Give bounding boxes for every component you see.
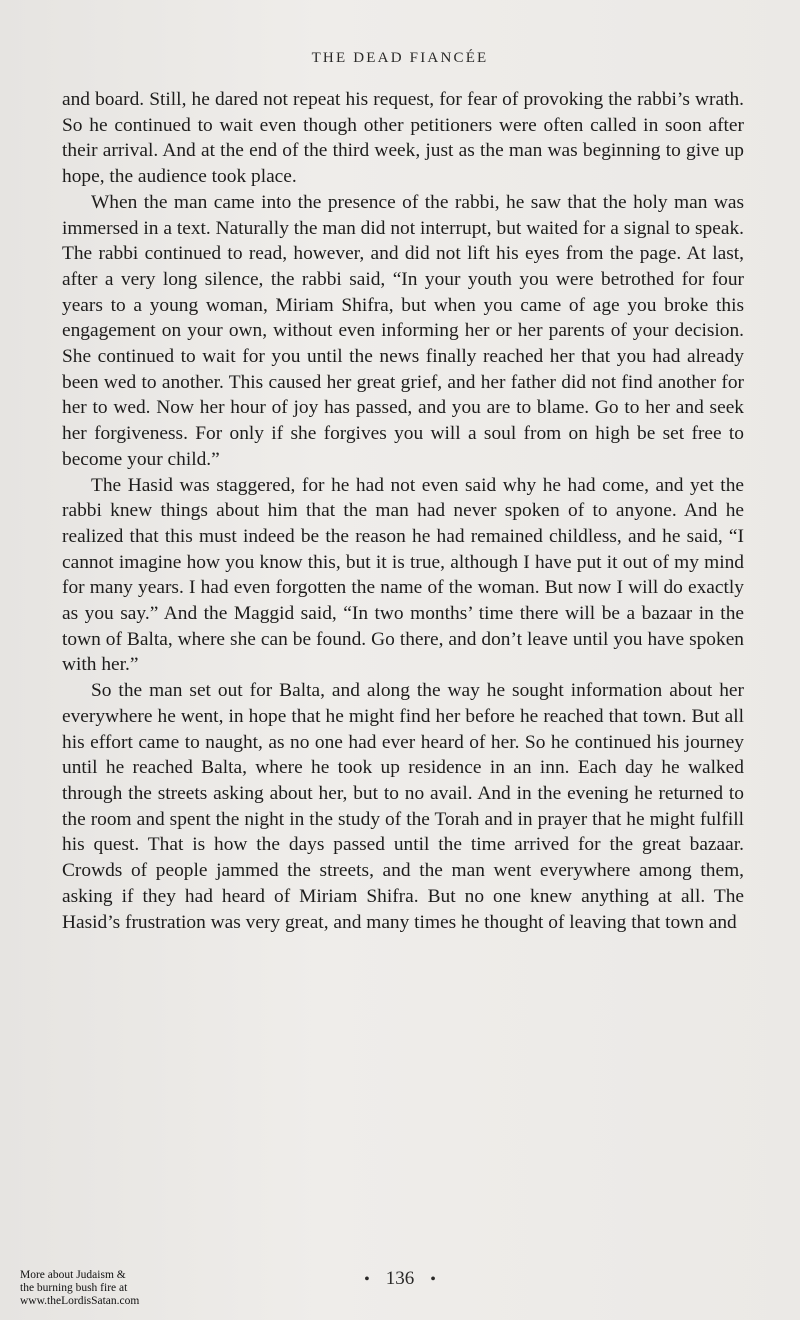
watermark-line: the burning bush fire at	[20, 1282, 128, 1295]
paragraph: So the man set out for Balta, and along the way he sought information about her everywhere he went, in hope that he might find her before he reached that town. But all his effort came to naught, as no one had ever heard of her. So he continued his journey until he reached Balta, where he took up residence in an inn. Each day he walked through the streets asking about her, but to no avail. And in the evening he returned to the room and spent the night in the study of the Torah and in prayer that he might fulfill his quest. That is how the days passed until the time arrived for the great bazaar. Crowds of people jammed the streets, and the man went everywhere among them, asking if they had heard of Miriam Shifra. But no one knew anything at all. The Hasid’s frustration was very great, and many times he thought of leaving that town and	[62, 680, 744, 933]
watermark-url: www.theLordisSatan.com	[20, 1295, 140, 1308]
paragraph: When the man came into the presence of the rabbi, he saw that the holy man was immersed in a text. Naturally the man did not interrupt, but waited for a signal to speak. The rabbi continued to read, however, and did not lift his eyes from the page. At last, after a very long silence, the rabbi said, “In your youth you were betrothed for four years to a young woman, Miriam Shifra, but when you came of age you broke this engagement on your own, without even informing her or her parents of your decision. She continued to wait for you until the news finally reached her that you had already been wed to another. This caused her great grief, and her father did not find another for her to wed. Now her hour of joy has passed, and you are to blame. Go to her and seek her forgiveness. For only if she forgives you will a soul from on high be set free to become your child.”	[62, 191, 744, 470]
paragraph: The Hasid was staggered, for he had not even said why he had come, and yet the rabbi knew things about him that the man had never spoken of to anyone. And he realized that this must indeed be the reason he had remained childless, and he said, “I cannot imagine how you know this, but it is true, although I have put it out of my mind for many years. I had even forgotten the name of the woman. But now I will do exactly as you say.” And the Maggid said, “In two months’ time there will be a bazaar in the town of Balta, where she can be found. Go there, and don’t leave until you have spoken with her.”	[62, 474, 744, 676]
watermark-line: More about Judaism &	[20, 1269, 126, 1281]
body-text	[62, 87, 744, 935]
page-number: 136	[385, 1268, 415, 1289]
paragraph-continued: and board. Still, he dared not repeat his request, for fear of provoking the rabbi’s wrath. So he continued to wait even though other petitioners were often called in soon after their arrival. And at the end of the third week, just as the man was beginning to give up hope, the audience took place.	[62, 89, 744, 188]
folio-left-dot: •	[364, 1271, 370, 1288]
folio-right-dot: •	[430, 1271, 436, 1288]
watermark-note	[20, 1269, 220, 1309]
running-head: THE DEAD FIANCÉE	[311, 50, 489, 66]
